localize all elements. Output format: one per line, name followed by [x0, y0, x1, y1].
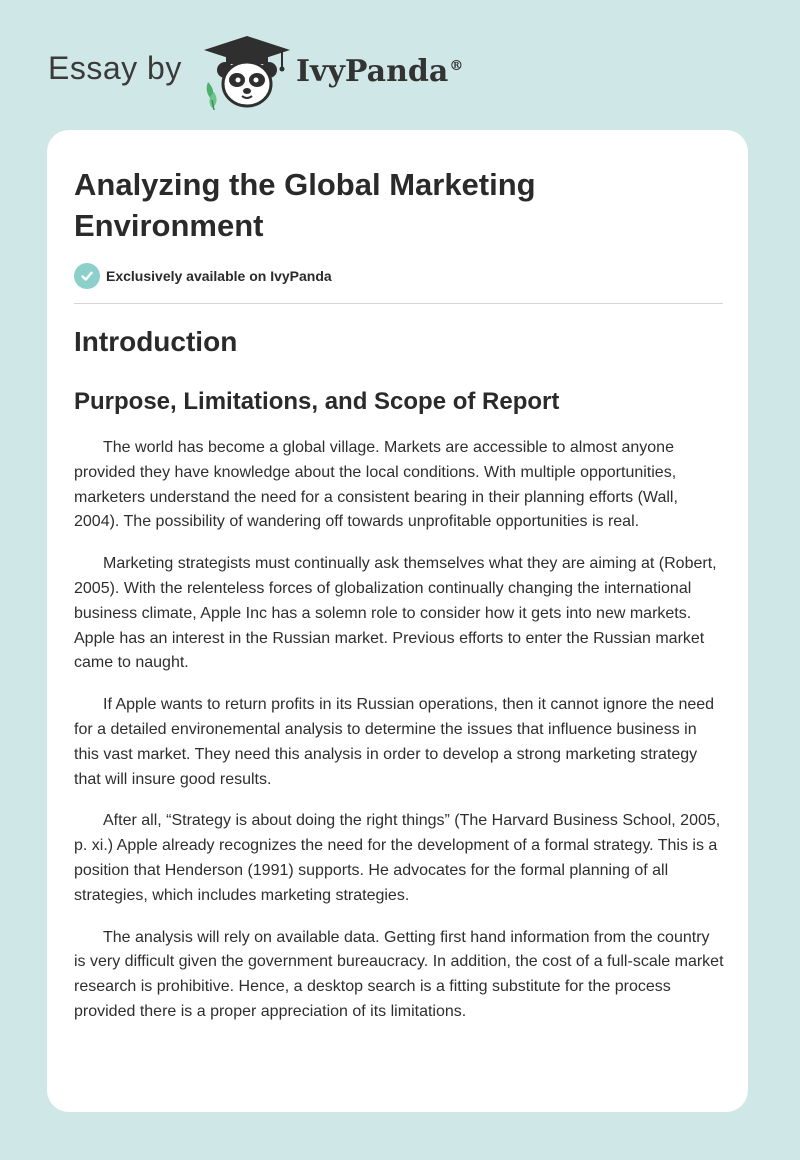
- paragraph: If Apple wants to return profits in its Russian operations, then it cannot ignore the need for a detailed environemental analysis to determine the issues that influence business in this vast market. They need this analysis in order to develop a strong marketing strategy that will insure good results.: [74, 696, 715, 788]
- brand-prefix: Essay by: [48, 50, 182, 86]
- exclusive-badge: [74, 263, 332, 289]
- divider: [74, 303, 723, 304]
- article-title: Analyzing the Global Marketing Environment: [74, 167, 536, 243]
- subsection-heading: Purpose, Limitations, and Scope of Report: [74, 388, 560, 415]
- paragraph: After all, “Strategy is about doing the right things” (The Harvard Business School, 2005, p. xi.) Apple already recognizes the need for the development of a formal strategy. This is a position that Henderson (1991) supports. He advocates for the formal planning of all strategies, which includes marketing strategies.: [74, 812, 721, 904]
- site-header: [0, 0, 800, 130]
- paragraph: The world has become a global village. Markets are accessible to almost anyone provided they have knowledge about the local conditions. With multiple opportunities, marketers understand the need for a consistent bearing in their planning efforts (Wall, 2004). The possibility of wandering off towards unprofitable opportunities is real.: [74, 439, 678, 531]
- registered-mark: ®: [449, 58, 464, 74]
- section-heading: Introduction: [74, 326, 238, 357]
- panda-graduate-icon[interactable]: [202, 34, 292, 110]
- paragraph: The analysis will rely on available data. Getting first hand information from the country is very difficult given the government bureaucracy. In addition, the cost of a full-scale market research is prohibitive. Hence, a desktop search is a fitting substitute for the process provided there is a proper appreciation of its limitations.: [74, 928, 724, 1020]
- badge-label: Exclusively available on IvyPanda: [106, 268, 332, 284]
- article-body: [74, 436, 724, 1042]
- paragraph: Marketing strategists must continually ask themselves what they are aiming at (Robert, 2005). With the relenteless forces of globalization continually changing the international business climate, Apple Inc has a solemn role to consider how it gets into new markets. Apple has an interest in the Russian market. Previous efforts to enter the Russian market came to naught.: [74, 555, 717, 672]
- check-circle-icon: [74, 263, 100, 289]
- article-card: [47, 130, 748, 1112]
- brand-name[interactable]: IvyPanda®: [296, 54, 464, 89]
